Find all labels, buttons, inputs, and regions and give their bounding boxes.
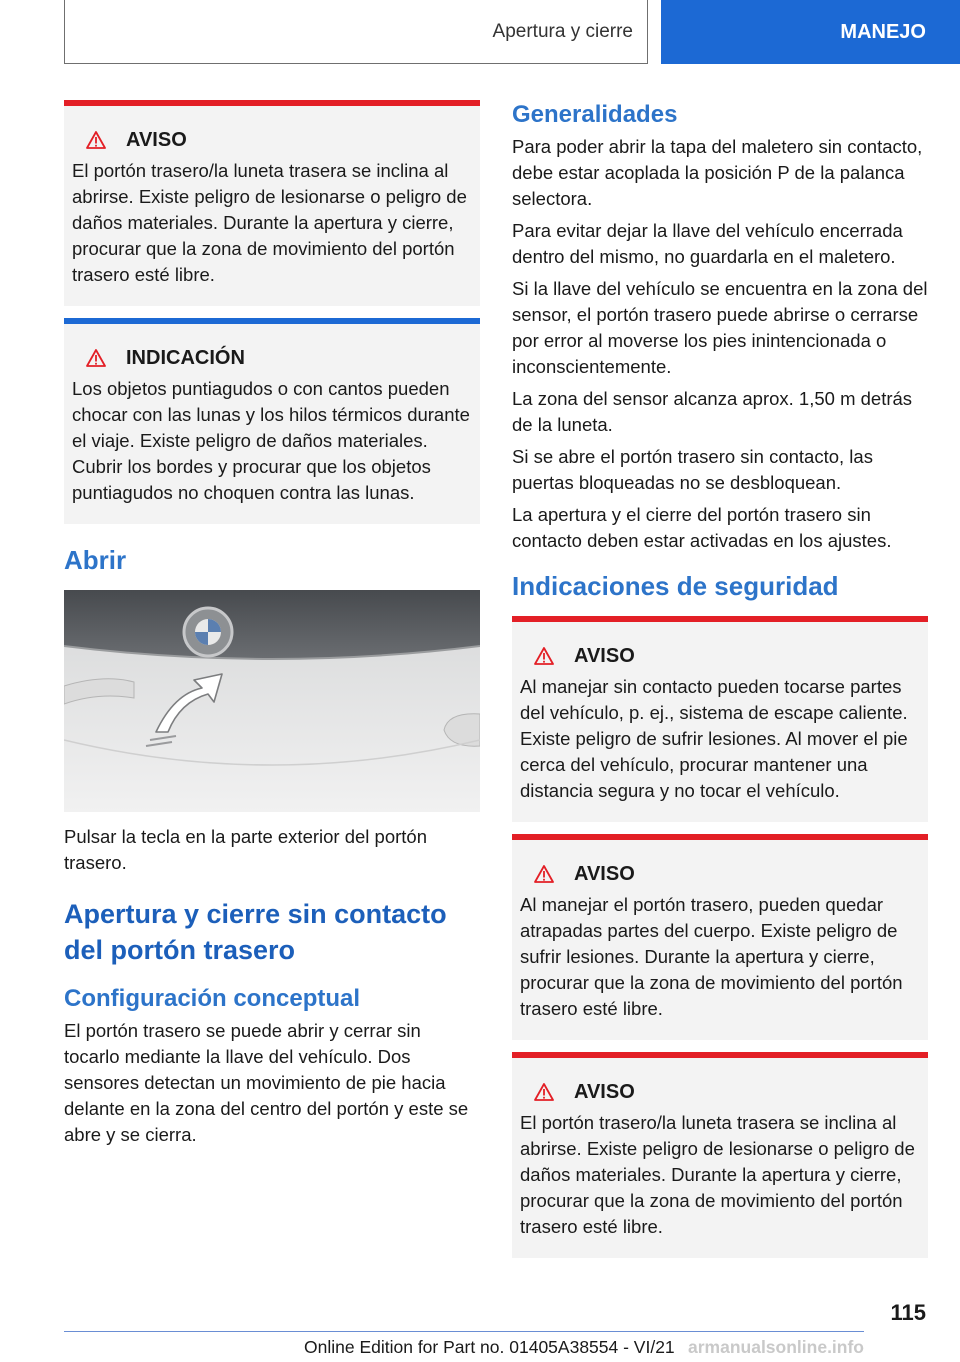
page-number: 115	[890, 1300, 926, 1325]
header-chapter-tab	[661, 0, 960, 64]
watermark: armanualsonline.info	[688, 1337, 864, 1357]
heading-generalidades: Generalidades	[512, 101, 678, 128]
warning-title: AVISO	[574, 644, 635, 667]
heading-concept: Configuración conceptual	[64, 985, 361, 1012]
left-column	[64, 100, 480, 1154]
general-para: La apertura y el cierre del portón trasero sin contacto deben estar activadas en los ajustes.	[512, 504, 892, 551]
edition-note: Online Edition for Part no. 01405A38554 - VI/21	[304, 1337, 675, 1357]
general-para: Para evitar dejar la llave del vehículo encerrada dentro del mismo, no guardarla en el maletero.	[512, 220, 903, 267]
warning-title: AVISO	[574, 1080, 635, 1103]
header-section-tab	[64, 0, 648, 64]
warning-triangle-icon	[86, 349, 106, 367]
heading-abrir: Abrir	[64, 545, 127, 575]
heading-safety: Indicaciones de seguridad	[512, 571, 839, 601]
note-title: INDICACIÓN	[126, 346, 245, 369]
warning-triangle-icon	[534, 1083, 554, 1101]
note-text: Los objetos puntiagudos o con cantos pueden chocar con las lunas y los hilos térmicos durante el viaje. Existe peligro de daños materiales. Cubrir los bordes y procurar que los objetos puntiagudos no choquen contra las lunas.	[72, 378, 470, 503]
warning-triangle-icon	[86, 131, 106, 149]
warning-text: Al manejar sin contacto pueden tocarse partes del vehículo, p. ej., sistema de escape caliente. Existe peligro de sufrir lesiones. Al mover el pie cerca del vehículo, procurar mantener una distancia segura y no tocar el vehículo.	[520, 676, 908, 801]
warning-box	[512, 616, 928, 822]
warning-box	[512, 1052, 928, 1258]
header-section-title: Apertura y cierre	[492, 20, 633, 42]
footer-divider	[64, 1331, 864, 1332]
right-column	[512, 100, 928, 1270]
warning-box	[64, 100, 480, 306]
heading-handsfree-tailgate: Apertura y cierre sin contacto del portón trasero	[64, 899, 447, 965]
warning-text: El portón trasero/la luneta trasera se inclina al abrirse. Existe peligro de lesionarse o peligro de daños materiales. Durante la apertura y cierre, procurar que la zona de movimiento del portón trasero esté libre.	[520, 1112, 915, 1237]
general-para: Si la llave del vehículo se encuentra en la zona del sensor, el portón trasero puede abrirse o cerrarse por error al moverse los pies inintencionada o inconscientemente.	[512, 278, 928, 377]
general-para: Si se abre el portón trasero sin contacto, las puertas bloqueadas no se desbloquean.	[512, 446, 873, 493]
note-box	[64, 318, 480, 524]
tailgate-button-illustration	[64, 590, 480, 812]
warning-box	[512, 834, 928, 1040]
warning-title: AVISO	[126, 128, 187, 151]
abrir-text: Pulsar la tecla en la parte exterior del portón trasero.	[64, 826, 428, 873]
general-para: Para poder abrir la tapa del maletero sin contacto, debe estar acoplada la posición P de la palanca selectora.	[512, 136, 923, 209]
concept-text: El portón trasero se puede abrir y cerrar sin tocarlo mediante la llave del vehículo. Dos sensores detectan un movimiento de pie hacia delante en la zona del centro del portón y este se abre y se cierra.	[64, 1020, 469, 1145]
warning-text: El portón trasero/la luneta trasera se inclina al abrirse. Existe peligro de lesionarse o peligro de daños materiales. Durante la apertura y cierre, procurar que la zona de movimiento del portón trasero esté libre.	[72, 160, 467, 285]
warning-triangle-icon	[534, 865, 554, 883]
general-para: La zona del sensor alcanza aprox. 1,50 m detrás de la luneta.	[512, 388, 913, 435]
warning-triangle-icon	[534, 647, 554, 665]
header-chapter-title: MANEJO	[840, 20, 926, 43]
warning-text: Al manejar el portón trasero, pueden quedar atrapadas partes del cuerpo. Existe peligro de sufrir lesiones. Durante la apertura y cierre, procurar que la zona de movimiento del portón trasero esté libre.	[520, 894, 903, 1019]
warning-title: AVISO	[574, 862, 635, 885]
